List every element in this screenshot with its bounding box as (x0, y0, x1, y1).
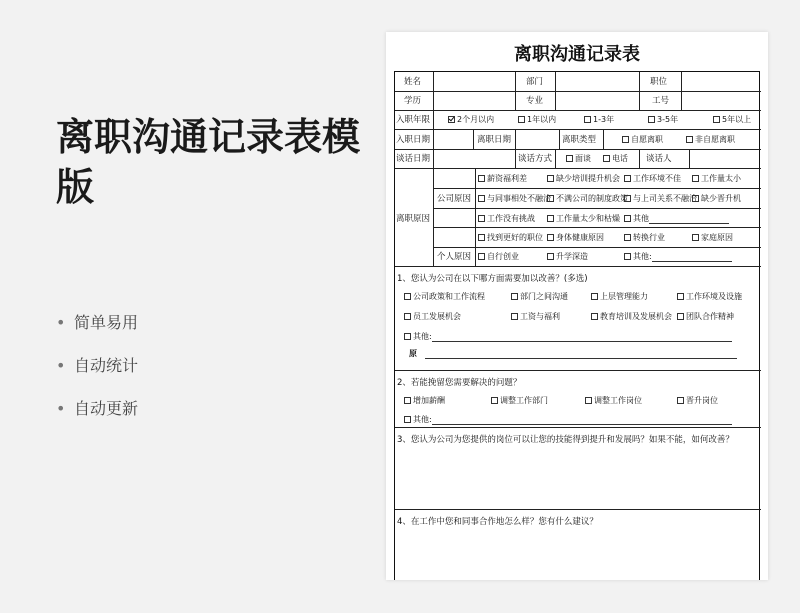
row-divider (433, 208, 761, 209)
reason-label[interactable]: 原 (409, 349, 737, 359)
retain-other[interactable]: 其他: (404, 415, 732, 425)
form-title: 离职沟通记录表 (514, 44, 640, 65)
leave-type-option[interactable]: 非自愿离职 (686, 135, 735, 145)
talk-method-option[interactable]: 电话 (603, 154, 628, 164)
col-divider (475, 168, 476, 266)
fill-line[interactable] (425, 350, 737, 359)
row-divider (433, 247, 761, 248)
reason-option[interactable]: 转换行业 (624, 233, 665, 243)
retain-option[interactable]: 晋升岗位 (677, 396, 718, 406)
checkbox[interactable] (566, 155, 573, 162)
col-divider (681, 72, 682, 110)
label-leave-reason: 离职原因 (396, 214, 431, 224)
label-talk-method: 谈话方式 (518, 154, 553, 164)
reason-option[interactable]: 身体健康原因 (547, 233, 604, 243)
checkbox[interactable] (648, 116, 655, 123)
question-1: 1、您认为公司在以下哪方面需要加以改善？(多选) (397, 274, 588, 284)
reason-option[interactable]: 工作量太小 (692, 174, 741, 184)
page-title: 离职沟通记录表模版 (56, 115, 361, 209)
col-divider (473, 129, 474, 149)
row-divider (395, 370, 761, 371)
col-divider (639, 149, 640, 168)
checkbox[interactable] (518, 116, 525, 123)
checkbox[interactable] (713, 116, 720, 123)
reason-option[interactable]: 薪资福利差 (478, 174, 527, 184)
label-company-reason: 公司原因 (437, 194, 472, 204)
reason-option[interactable]: 缺少培训提升机会 (547, 174, 620, 184)
tenure-option[interactable]: 5年以上 (713, 115, 751, 125)
row-divider (395, 110, 761, 111)
reason-option[interactable]: 与同事相处不融洽 (478, 194, 551, 204)
fill-line[interactable] (432, 416, 732, 425)
feature-list (56, 310, 138, 439)
improve-other[interactable]: 其他: (404, 332, 732, 342)
reason-option[interactable]: 其他 (624, 214, 729, 224)
reason-option[interactable]: 工作没有挑战 (478, 214, 535, 224)
col-divider (639, 72, 640, 110)
fill-line[interactable] (649, 215, 729, 224)
col-divider (515, 72, 516, 110)
reason-option[interactable]: 找到更好的职位 (478, 233, 543, 243)
improve-option[interactable]: 团队合作精神 (677, 312, 734, 322)
label-position: 职位 (650, 77, 668, 87)
row-divider (395, 168, 761, 169)
label-join-date: 入职日期 (396, 135, 431, 145)
label-leave-type: 离职类型 (562, 135, 597, 145)
label-education: 学历 (404, 96, 422, 106)
improve-option[interactable]: 工作环境及设施 (677, 292, 742, 302)
question-4: 4、在工作中您和同事合作地怎么样？您有什么建议？ (397, 517, 598, 527)
fill-line[interactable] (432, 333, 732, 342)
tenure-option[interactable]: 2个月以内 (448, 115, 494, 125)
reason-option[interactable]: 自行创业 (478, 252, 519, 262)
reason-option[interactable]: 不满公司的制度政策 (547, 194, 628, 204)
label-personal-reason: 个人原因 (437, 252, 472, 262)
retain-option[interactable]: 增加薪酬 (404, 396, 445, 406)
row-divider (433, 188, 761, 189)
col-divider (555, 149, 556, 168)
row-divider (433, 227, 761, 228)
improve-option[interactable]: 教育培训及发展机会 (591, 312, 672, 322)
feature-item: • 简单易用 (56, 310, 138, 353)
row-divider (395, 509, 761, 510)
col-divider (515, 149, 516, 168)
label-leave-date: 离职日期 (477, 135, 512, 145)
reason-option[interactable]: 其他: (624, 252, 732, 262)
tenure-option[interactable]: 3-5年 (648, 115, 678, 125)
feature-item: • 自动更新 (56, 396, 138, 439)
checkbox[interactable] (603, 155, 610, 162)
reason-option[interactable]: 与上司关系不融洽 (624, 194, 697, 204)
col-divider (515, 129, 516, 149)
col-divider (559, 129, 560, 149)
reason-option[interactable]: 工作环境不佳 (624, 174, 681, 184)
document-preview (386, 32, 768, 580)
col-divider (603, 129, 604, 149)
form-table (394, 71, 760, 580)
col-divider (689, 149, 690, 168)
row-divider (395, 427, 761, 428)
checkbox[interactable] (622, 136, 629, 143)
question-3: 3、您认为公司为您提供的岗位可以让您的技能得到提升和发展吗？如果不能，如何改善？ (397, 435, 734, 445)
leave-type-option[interactable]: 自愿离职 (622, 135, 663, 145)
checkbox[interactable] (686, 136, 693, 143)
tenure-option[interactable]: 1-3年 (584, 115, 614, 125)
talk-method-option[interactable]: 面谈 (566, 154, 591, 164)
question-2: 2、若能挽留您需要解决的问题？ (397, 378, 522, 388)
checkbox-checked[interactable] (448, 116, 455, 123)
reason-option[interactable]: 家庭原因 (692, 233, 733, 243)
label-dept: 部门 (526, 77, 544, 87)
improve-option[interactable]: 公司政策和工作流程 (404, 292, 485, 302)
bullet-icon: • (56, 356, 66, 375)
label-talk-date: 谈话日期 (396, 154, 431, 164)
reason-option[interactable]: 升学深造 (547, 252, 588, 262)
row-divider (395, 149, 761, 150)
row-divider (395, 129, 761, 130)
improve-option[interactable]: 员工发展机会 (404, 312, 461, 322)
improve-option[interactable]: 部门之间沟通 (511, 292, 568, 302)
improve-option[interactable]: 工资与福利 (511, 312, 560, 322)
reason-option[interactable]: 缺少晋升机 (692, 194, 761, 204)
feature-item: • 自动统计 (56, 353, 138, 396)
retain-option[interactable]: 调整工作部门 (491, 396, 548, 406)
col-divider (555, 72, 556, 110)
checkbox[interactable] (584, 116, 591, 123)
row-divider (395, 266, 761, 267)
retain-option[interactable]: 调整工作岗位 (585, 396, 642, 406)
improve-option[interactable]: 上层管理能力 (591, 292, 648, 302)
label-employee-no: 工号 (652, 96, 670, 106)
bullet-icon: • (56, 313, 66, 332)
label-major: 专业 (526, 96, 544, 106)
label-name: 姓名 (404, 77, 422, 87)
bullet-icon: • (56, 399, 66, 418)
reason-option[interactable]: 工作量太少和枯燥 (547, 214, 620, 224)
fill-line[interactable] (652, 253, 732, 262)
tenure-option[interactable]: 1年以内 (518, 115, 556, 125)
label-talker: 谈话人 (646, 154, 672, 164)
col-divider (433, 72, 434, 266)
label-tenure: 入职年限 (396, 115, 431, 125)
row-divider (395, 91, 761, 92)
